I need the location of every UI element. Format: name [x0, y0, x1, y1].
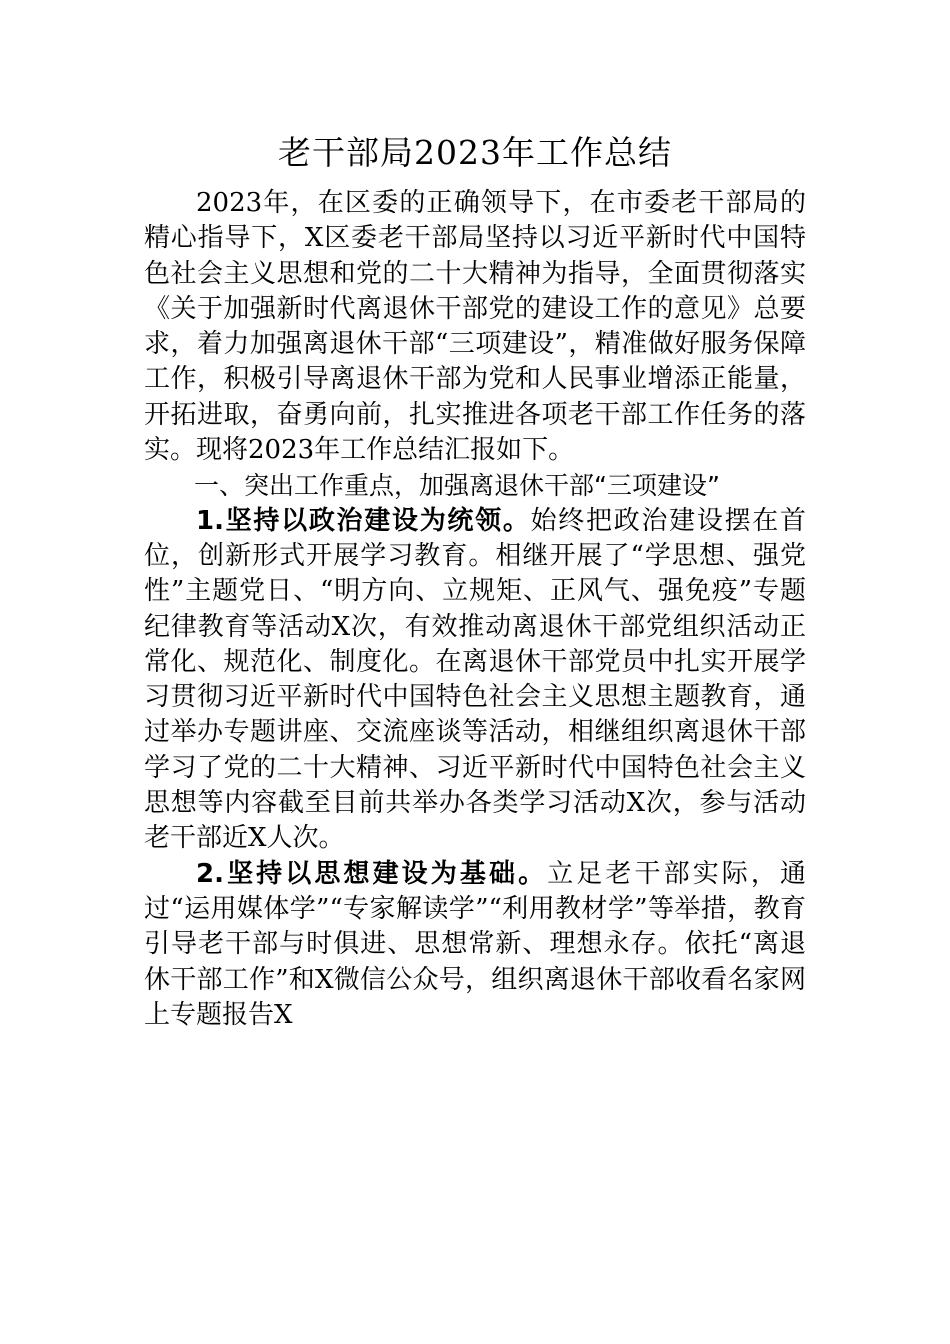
item-2-text: 立足老干部实际，通过“运用媒体学”“专家解读学”“利用教材学”等举措，教育引导老干部与时俱进、思想常新、理想永存。依托“离退休干部工作”和X微信公众号，组织离退休干部收看名家网上专题报告X: [144, 858, 806, 1030]
section-heading: 一、突出工作重点，加强离退休干部“三项建设”: [194, 471, 720, 501]
item-2-lead: 2.坚持以思想建设为基础。: [196, 858, 548, 889]
document-title: 老干部局2023年工作总结: [278, 133, 672, 172]
item-1-paragraph: [144, 504, 806, 857]
item-1-text: 始终把政治建设摆在首位，创新形式开展学习教育。相继开展了“学思想、强党性”主题党日、“明方向、立规矩、正风气、强免疫”专题纪律教育等活动X次，有效推动离退休干部党组织活动正常化、规范化、制度化。在离退休干部党员中扎实开展学习贯彻习近平新时代中国特色社会主义思想主题教育，通过举办专题讲座、交流座谈等活动，相继组织离退休干部学习了党的二十大精神、习近平新时代中国特色社会主义思想等内容截至目前共举办各类学习活动X次，参与活动老干部近X人次。: [144, 505, 806, 854]
item-1-lead: 1.坚持以政治建设为统领。: [196, 505, 531, 536]
document-body: [144, 186, 806, 1033]
intro-paragraph: 2023年，在区委的正确领导下，在市委老干部局的精心指导下，X区委老干部局坚持以习近平新时代中国特色社会主义思想和党的二十大精神为指导，全面贯彻落实《关于加强新时代离退休干部党的建设工作的意见》总要求，着力加强离退休干部“三项建设”，精准做好服务保障工作，积极引导离退休干部为党和人民事业增添正能量，开拓进取，奋勇向前，扎实推进各项老干部工作任务的落实。现将2023年工作总结汇报如下。: [144, 188, 806, 466]
item-2-paragraph: [144, 857, 806, 1033]
